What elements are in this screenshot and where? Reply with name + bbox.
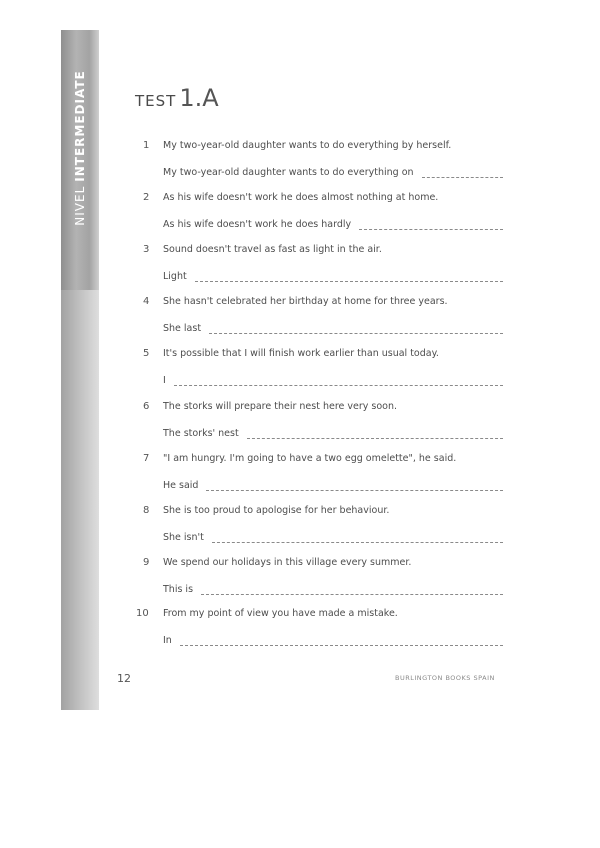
rewrite-prompt: The storks' nest bbox=[163, 428, 239, 439]
answer-line[interactable] bbox=[174, 376, 503, 386]
question-text: "I am hungry. I'm going to have a two egg omelette", he said. bbox=[163, 453, 457, 464]
question-text: We spend our holidays in this village every summer. bbox=[163, 557, 412, 568]
question-text: My two-year-old daughter wants to do everything by herself. bbox=[163, 140, 452, 151]
answer-line[interactable] bbox=[180, 636, 503, 646]
answer-line[interactable] bbox=[195, 272, 503, 282]
question-number: 2 bbox=[143, 192, 150, 203]
answer-line[interactable] bbox=[422, 168, 503, 178]
question-number: 3 bbox=[143, 244, 150, 255]
question-7 bbox=[143, 453, 513, 491]
rewrite-prompt: My two-year-old daughter wants to do everything on bbox=[163, 167, 414, 178]
question-number: 10 bbox=[136, 608, 149, 619]
rewrite-prompt: She isn't bbox=[163, 532, 204, 543]
question-1 bbox=[143, 140, 513, 178]
question-5 bbox=[143, 348, 513, 386]
answer-line[interactable] bbox=[212, 533, 503, 543]
rewrite-prompt: As his wife doesn't work he does hardly bbox=[163, 219, 352, 230]
nivel-label: NIVEL bbox=[73, 185, 87, 226]
question-text: She hasn't celebrated her birthday at home for three years. bbox=[163, 296, 448, 307]
title-word: TEST bbox=[135, 92, 177, 110]
level-label: INTERMEDIATE bbox=[73, 70, 87, 182]
answer-line[interactable] bbox=[359, 220, 503, 230]
title-number: 1.A bbox=[179, 84, 219, 112]
question-6 bbox=[143, 401, 513, 439]
rewrite-prompt: I bbox=[163, 375, 166, 386]
question-number: 4 bbox=[143, 296, 150, 307]
question-number: 6 bbox=[143, 401, 150, 412]
question-number: 5 bbox=[143, 348, 150, 359]
rewrite-prompt: This is bbox=[163, 584, 194, 595]
answer-line[interactable] bbox=[247, 429, 503, 439]
page-number: 12 bbox=[117, 672, 131, 685]
question-text: The storks will prepare their nest here very soon. bbox=[163, 401, 398, 412]
rewrite-prompt: She last bbox=[163, 323, 202, 334]
question-number: 1 bbox=[143, 140, 150, 151]
question-text: Sound doesn't travel as fast as light in the air. bbox=[163, 244, 382, 255]
question-2 bbox=[143, 192, 513, 230]
side-label bbox=[73, 70, 87, 225]
question-10 bbox=[136, 608, 513, 646]
question-3 bbox=[143, 244, 513, 282]
question-number: 9 bbox=[143, 557, 150, 568]
publisher-footer: BURLINGTON BOOKS SPAIN bbox=[395, 674, 495, 682]
question-text: From my point of view you have made a mistake. bbox=[163, 608, 398, 619]
rewrite-prompt: In bbox=[163, 635, 172, 646]
answer-line[interactable] bbox=[209, 324, 503, 334]
question-9 bbox=[143, 557, 513, 595]
question-text: As his wife doesn't work he does almost nothing at home. bbox=[163, 192, 439, 203]
question-number: 8 bbox=[143, 505, 150, 516]
question-text: It's possible that I will finish work earlier than usual today. bbox=[163, 348, 439, 359]
rewrite-prompt: He said bbox=[163, 480, 199, 491]
question-text: She is too proud to apologise for her behaviour. bbox=[163, 505, 390, 516]
answer-line[interactable] bbox=[201, 585, 503, 595]
question-8 bbox=[143, 505, 513, 543]
rewrite-prompt: Light bbox=[163, 271, 187, 282]
answer-line[interactable] bbox=[206, 481, 503, 491]
page-title bbox=[135, 84, 219, 112]
question-number: 7 bbox=[143, 453, 150, 464]
question-4 bbox=[143, 296, 513, 334]
